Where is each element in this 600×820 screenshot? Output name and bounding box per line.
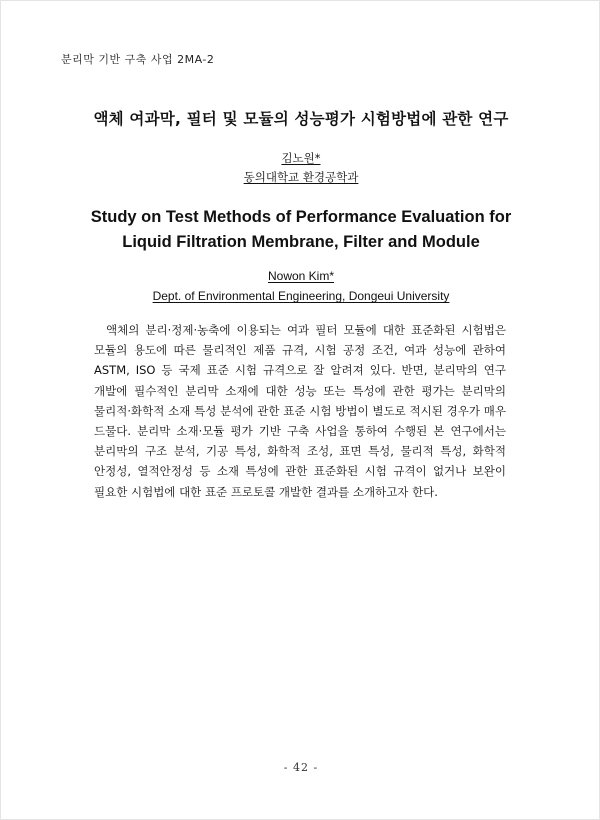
english-affiliation-text: Dept. of Environmental Engineering, Dongeui University: [152, 289, 450, 303]
english-author-name: Nowon Kim*: [267, 269, 335, 283]
english-title-line2: Liquid Filtration Membrane, Filter and Module: [122, 233, 480, 251]
korean-affiliation: [1, 169, 600, 185]
english-title-line1: Study on Test Methods of Performance Evaluation for: [90, 208, 512, 226]
korean-affiliation-text: 동의대학교 환경공학과: [243, 170, 359, 184]
running-header: 분리막 기반 구축 사업 2MA-2: [61, 53, 215, 66]
page-number: - 42 -: [283, 761, 319, 774]
english-affiliation: [1, 289, 600, 303]
english-author: [1, 269, 600, 283]
korean-title: 액체 여과막, 필터 및 모듈의 성능평가 시험방법에 관한 연구: [93, 110, 509, 128]
abstract-paragraph: 액체의 분리·정제·농축에 이용되는 여과 필터 모듈에 대한 표준화된 시험법은 모듈의 용도에 따른 물리적인 제품 규격, 시험 공정 조건, 여과 성능에 관하여 ASTM, ISO 등 국제 표준 시험 규격으로 잘 알려져 있다. 반면, 분리막의 연구 개발에 필수적인 분리막 소재에 대한 성능 또는 특성에 관한 평가는 분리막의 물리적·화학적 소재 특성 분석에 관한 표준 시험 방법이 별도로 적시된 경우가 매우 드물다. 분리막 소재·모듈 평가 기반 구축 사업을 통하여 수행된 본 연구에서는 분리막의 구조 분석, 기공 특성, 화학적 조성, 표면 특성, 물리적 특성, 화학적 안정성, 열적안정성 등 소재 특성에 관한 표준화된 시험 규격이 없거나 보완이 필요한 시험법에 대한 표준 프로토콜 개발한 결과를 소개하고자 한다.: [94, 323, 506, 499]
korean-author: [1, 150, 600, 166]
korean-author-name: 김노원*: [281, 151, 321, 165]
english-title: [1, 205, 600, 255]
